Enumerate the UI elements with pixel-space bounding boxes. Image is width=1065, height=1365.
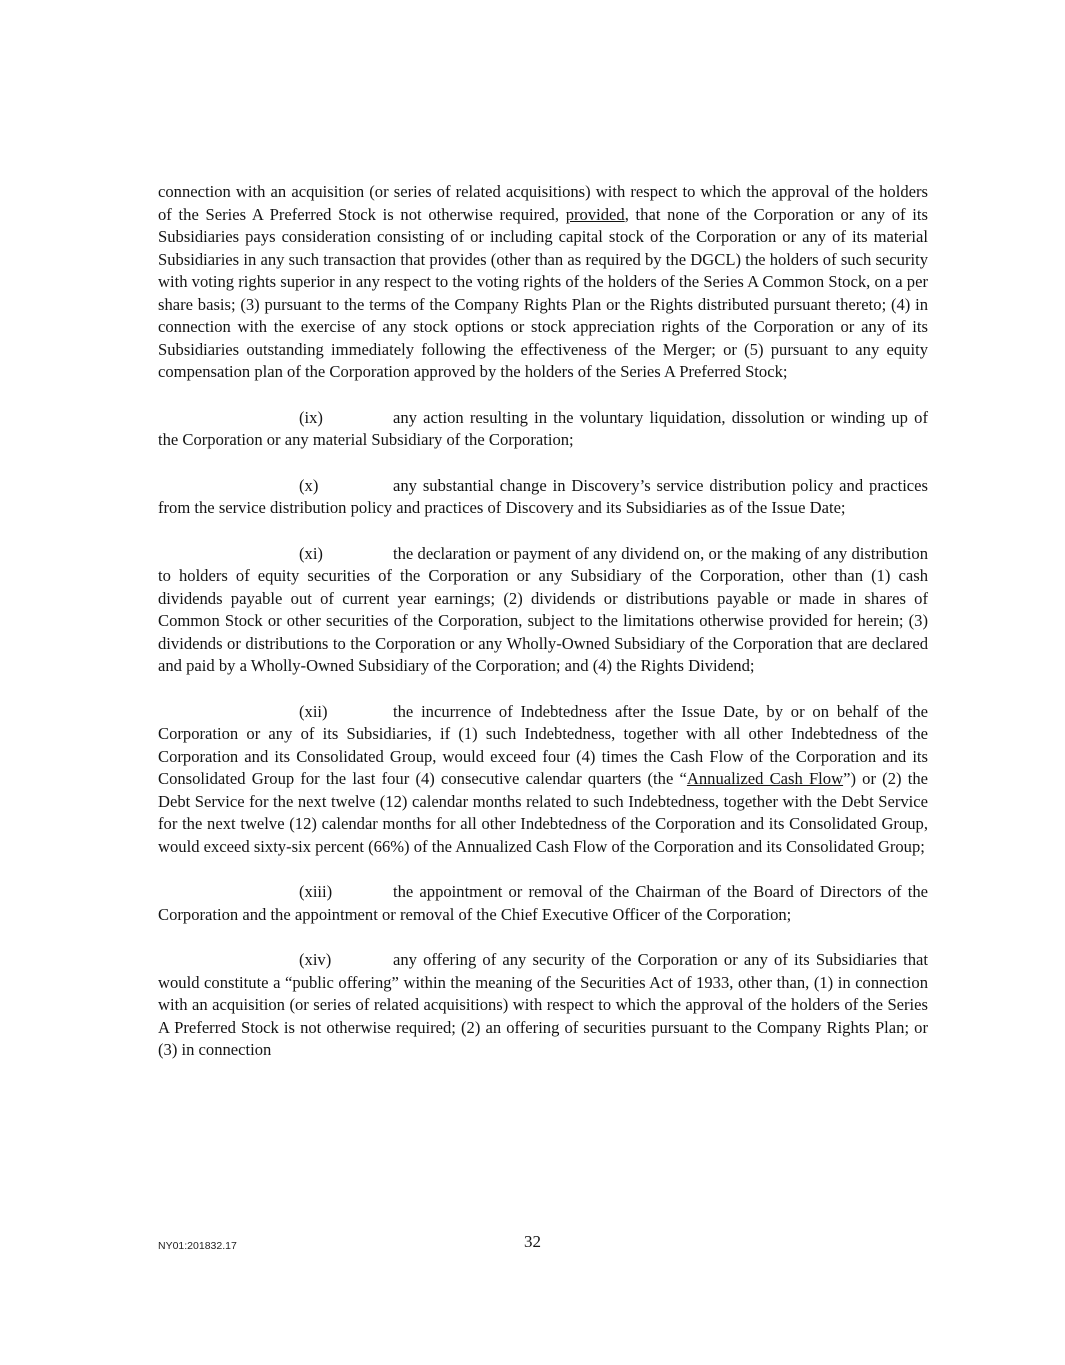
annualized-cash-flow-term: Annualized Cash Flow bbox=[686, 769, 844, 788]
clause-ix bbox=[158, 407, 928, 452]
clause-xiv bbox=[158, 949, 928, 1062]
clause-number: (xiii) bbox=[299, 882, 333, 901]
clause-xii bbox=[158, 701, 928, 859]
clause-text: any offering of any security of the Corporation or any of its Subsidiaries that would constitute a “public offering” within the meaning of the Securities Act of 1933, other than, (1) in connection with an acquisition (or series of related acquisitions) with respect to which the approval of the holders of the Series A Preferred Stock is not otherwise required; (2) an offering of securities pursuant to the Company Rights Plan; or (3) in connection bbox=[158, 950, 928, 1059]
clause-x bbox=[158, 475, 928, 520]
clause-xi bbox=[158, 543, 928, 678]
page-number: 32 bbox=[524, 1232, 541, 1251]
clause-text-after: ”) or (2) the Debt Service for the next twelve (12) calendar months related to such Indebtedness, together with the Debt Service for the next twelve (12) calendar months for all other Indebtedness of the Corporation and its Consolidated Group, would exceed sixty-six percent (66%) of the Annualized Cash Flow of the Corporation and its Consolidated Group; bbox=[158, 769, 928, 856]
document-body bbox=[158, 181, 928, 1085]
clause-number: (ix) bbox=[299, 407, 323, 427]
clause-number: (xii) bbox=[299, 701, 328, 721]
clause-number: (xiv) bbox=[299, 950, 332, 969]
document-id: NY01:201832.17 bbox=[158, 1240, 237, 1252]
clause-text: the appointment or removal of the Chairman of the Board of Directors of the Corporation and the appointment or removal of the Chief Executive Officer of the Corporation; bbox=[158, 882, 928, 924]
clause-text-before: the incurrence of Indebtedness after the Issue Date, by or on behalf of the Corporation or any of its Subsidiaries, if (1) such Indebtedness, together with all other Indebtedness of the Corporation and its Consolidated Group, would exceed four (4) times the Cash Flow of the Corporation and its Consolidated Group for the last four (4) consecutive calendar quarters (the “ bbox=[158, 701, 928, 788]
clause-number: (x) bbox=[299, 475, 319, 495]
intro-paragraph bbox=[158, 181, 928, 384]
clause-xiii bbox=[158, 881, 928, 926]
provided-term: provided bbox=[565, 204, 625, 224]
intro-text-after: , that none of the Corporation or any of its Subsidiaries pays consideration consisting of or including capital stock of the Corporation or any of its material Subsidiaries in any such transaction that provides (other than as required by the DGCL) the holders of such security with voting rights superior in any respect to the voting rights of the holders of the Series A Common Stock, on a per share basis; (3) pursuant to the terms of the Company Rights Plan or the Rights distributed pursuant thereto; (4) in connection with the exercise of any stock options or stock appreciation rights of the Corporation or any of its Subsidiaries outstanding immediately following the effectiveness of the Merger; or (5) pursuant to any equity compensation plan of the Corporation approved by the holders of the Series A Preferred Stock; bbox=[158, 204, 928, 381]
clause-text: any substantial change in Discovery’s service distribution policy and practices from the service distribution policy and practices of Discovery and its Subsidiaries as of the Issue Date; bbox=[158, 475, 928, 517]
clause-number: (xi) bbox=[299, 543, 323, 563]
clause-text: the declaration or payment of any dividend on, or the making of any distribution to holders of equity securities of the Corporation or any Subsidiary of the Corporation, other than (1) cash dividends payable out of current year earnings; (2) dividends or distributions payable or made in shares of Common Stock or other securities of the Corporation, subject to the limitations otherwise provided for herein; (3) dividends or distributions to the Corporation or any Wholly-Owned Subsidiary of the Corporation that are declared and paid by a Wholly-Owned Subsidiary of the Corporation; and (4) the Rights Dividend; bbox=[158, 543, 928, 675]
clause-text: any action resulting in the voluntary liquidation, dissolution or winding up of the Corporation or any material Subsidiary of the Corporation; bbox=[158, 407, 928, 449]
intro-text-before: connection with an acquisition (or series of related acquisitions) with respect to which the approval of the holders of the Series A Preferred Stock is not otherwise required, bbox=[158, 182, 928, 224]
